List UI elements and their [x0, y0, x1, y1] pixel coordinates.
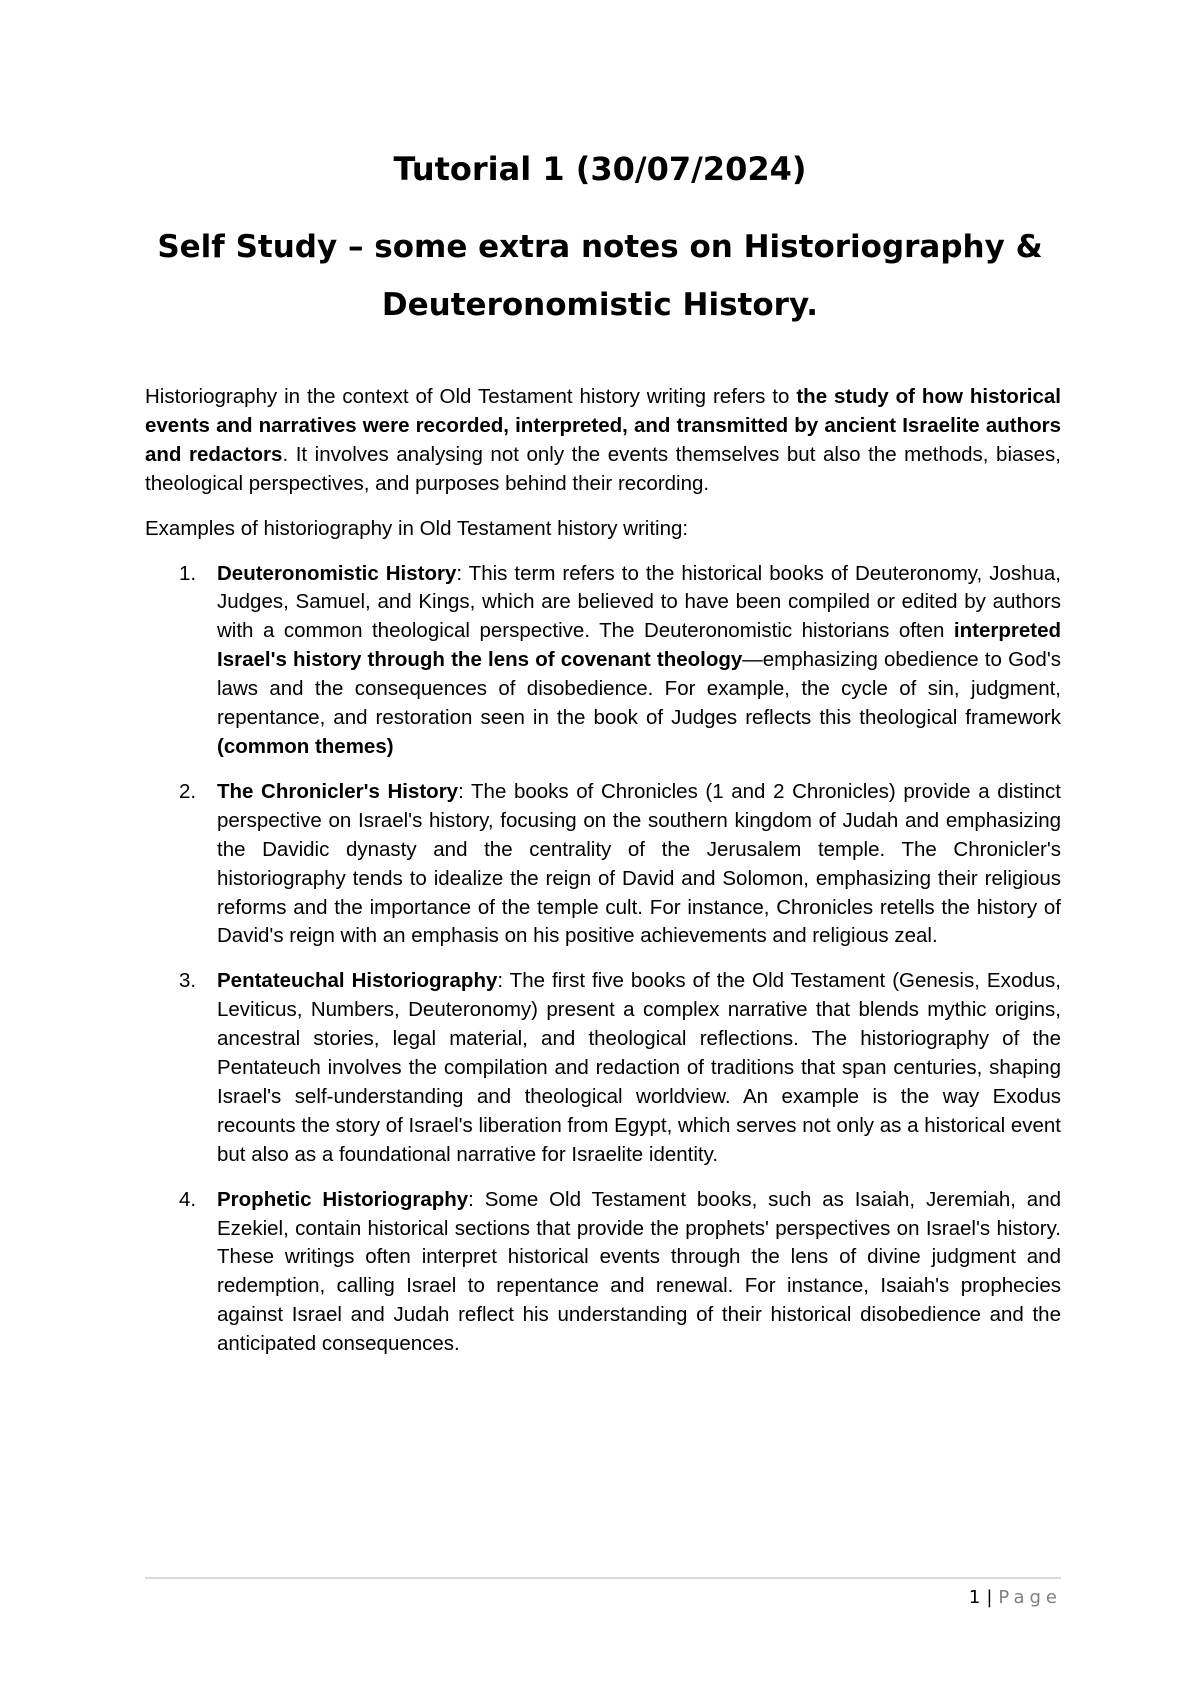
list-item-term: Deuteronomistic History [217, 561, 457, 585]
list-item-text: : Some Old Testament books, such as Isaiah, Jeremiah, and Ezekiel, contain historical sections that provide the prophets' perspectives on Israel's history. These writings often interpret historical events through the lens of divine judgment and redemption, calling Israel to repentance and renewal. For instance, Isaiah's prophecies against Israel and Judah reflect his understanding of their historical disobedience and the anticipated consequences. [217, 1187, 1061, 1356]
examples-list [145, 560, 1061, 1360]
page-title: Tutorial 1 (30/07/2024) [393, 150, 807, 188]
intro-text-2: . It involves analysing not only the events themselves but also the methods, biases, theological perspectives, and purposes behind their recording. [145, 442, 1061, 495]
page-footer [969, 1585, 1062, 1611]
list-item-number: 1. [179, 561, 197, 585]
footer-divider [145, 1577, 1061, 1579]
list-item-term: The Chronicler's History [217, 779, 459, 803]
list-item [145, 967, 1061, 1169]
intro-text-1: Historiography in the context of Old Testament history writing refers to [145, 385, 797, 408]
footer-separator: | [986, 1587, 993, 1608]
list-item-bold-phrase: interpreted Israel's history through the lens of covenant theology [217, 619, 1061, 672]
examples-heading: Examples of historiography in Old Testament history writing: [145, 516, 689, 540]
list-item-term: Pentateuchal Historiography [217, 969, 498, 993]
list-item [145, 560, 1061, 762]
list-item-text: —emphasizing obedience to God's laws and the consequences of disobedience. For example, the cycle of sin, judgment, repentance, and restoration seen in the book of Judges reflects this theological framework [217, 648, 1061, 730]
list-item [145, 1186, 1061, 1359]
list-item-text: : The first five books of the Old Testament (Genesis, Exodus, Leviticus, Numbers, Deuteronomy) present a complex narrative that blends mythic origins, ancestral stories, legal material, and theological reflections. The historiography of the Pentateuch involves the compilation and redaction of traditions that span centuries, shaping Israel's self-understanding and theological worldview. An example is the way Exodus recounts the story of Israel's liberation from Egypt, which serves not only as a historical event but also as a foundational narrative for Israelite identity. [217, 969, 1061, 1166]
list-item-text: : The books of Chronicles (1 and 2 Chronicles) provide a distinct perspective on Israel's history, focusing on the southern kingdom of Judah and emphasizing the Davidic dynasty and the centrality of the Jerusalem temple. The Chronicler's historiography tends to idealize the reign of David and Solomon, emphasizing their religious reforms and the importance of the temple cult. For instance, Chronicles retells the history of David's reign with an emphasis on his positive achievements and religious zeal. [217, 779, 1062, 948]
intro-paragraph [145, 383, 1061, 499]
list-item [145, 778, 1061, 951]
list-item-number: 2. [179, 779, 197, 803]
list-item-text: : This term refers to the historical books of Deuteronomy, Joshua, Judges, Samuel, and Kings, which are believed to have been compiled or edited by authors with a common theological perspective. The Deuteronomistic historians often [217, 561, 1061, 643]
page-label: Page [998, 1587, 1062, 1608]
list-item-term: Prophetic Historiography [217, 1187, 469, 1211]
list-item-number: 4. [179, 1187, 197, 1211]
page-subtitle: Self Study – some extra notes on Historiography & Deuteronomistic History. [157, 229, 1043, 323]
document-body [145, 383, 1061, 1375]
page-number: 1 [968, 1587, 981, 1608]
intro-bold-definition: the study of how historical events and narratives were recorded, interpreted, and transmitted by ancient Israelite authors and redactors [145, 385, 1061, 466]
list-item-number: 3. [179, 969, 197, 993]
list-item-bold-phrase: (common themes) [217, 734, 394, 758]
